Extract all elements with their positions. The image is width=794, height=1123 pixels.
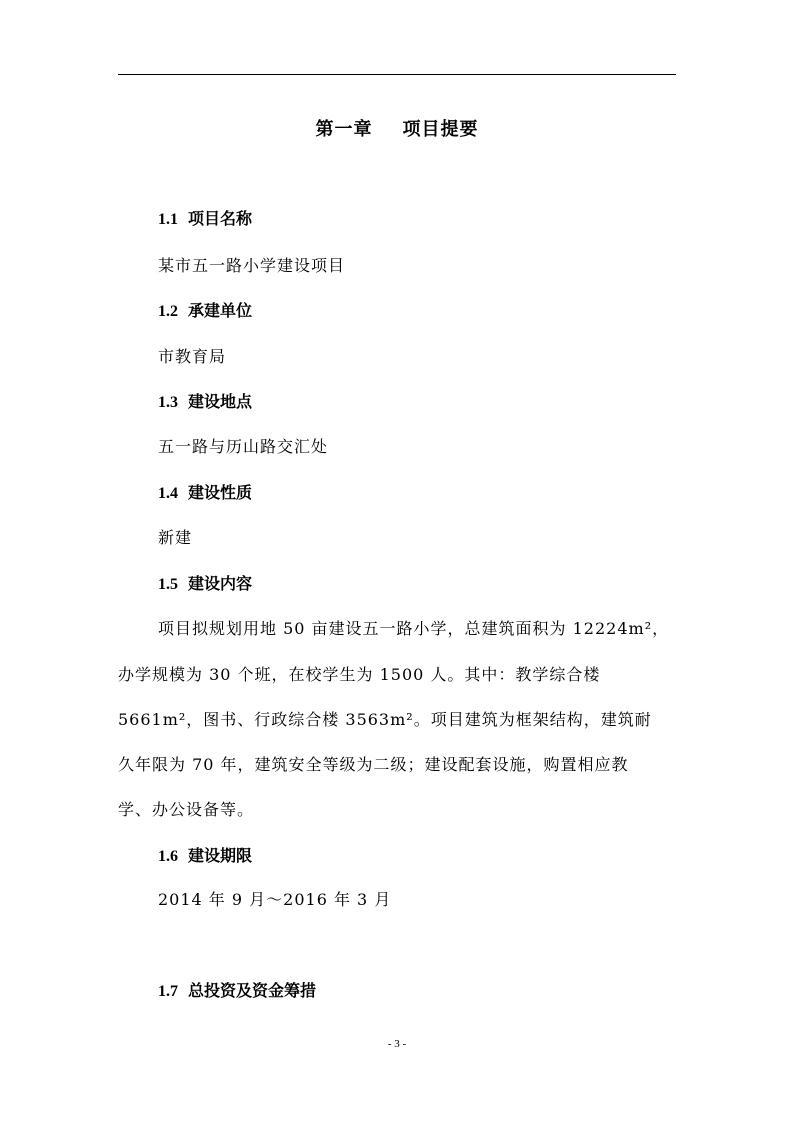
- section-body-1-6: 2014 年 9 月～2016 年 3 月: [158, 890, 392, 909]
- section-heading-1-1: [158, 206, 252, 229]
- section-heading-1-3: [158, 389, 252, 412]
- section-heading-1-4: [158, 480, 252, 503]
- section-heading-1-6: [158, 843, 252, 866]
- section-title: 建设地点: [188, 392, 253, 411]
- section-body-1-1: 某市五一路小学建设项目: [158, 256, 346, 275]
- section-heading-1-7: [158, 978, 316, 1001]
- paragraph-line: 5661m²，图书、行政综合楼 3563m²。项目建筑为框架结构，建筑耐: [118, 710, 652, 729]
- section-title: 建设性质: [188, 483, 253, 502]
- section-heading-1-2: [158, 298, 252, 321]
- chapter-title: [0, 115, 794, 141]
- section-title: 总投资及资金筹措: [188, 981, 317, 1000]
- section-title: 承建单位: [188, 301, 253, 320]
- chapter-name: 项目提要: [402, 119, 479, 140]
- section-title: 项目名称: [188, 209, 253, 228]
- section-body-1-3: 五一路与历山路交汇处: [158, 437, 329, 456]
- header-rule: [118, 74, 676, 75]
- section-number: 1.2: [158, 303, 178, 320]
- page-number: - 3 -: [387, 1038, 407, 1050]
- paragraph-line: 学、办公设备等。: [118, 800, 255, 819]
- section-body-1-2: 市教育局: [158, 347, 227, 366]
- section-number: 1.7: [158, 983, 178, 1000]
- section-title: 建设期限: [188, 846, 253, 865]
- section-heading-1-5: [158, 571, 252, 594]
- paragraph-line: 项目拟规划用地 50 亩建设五一路小学，总建筑面积为 12224m²，: [158, 619, 670, 638]
- section-number: 1.1: [158, 211, 178, 228]
- section-title: 建设内容: [188, 574, 253, 593]
- paragraph-line: 办学规模为 30 个班，在校学生为 1500 人。其中：教学综合楼: [118, 665, 601, 684]
- section-number: 1.4: [158, 485, 178, 502]
- paragraph-line: 久年限为 70 年，建筑安全等级为二级；建设配套设施，购置相应教: [118, 755, 629, 774]
- section-body-1-4: 新建: [158, 528, 193, 547]
- chapter-number: 第一章: [315, 119, 373, 140]
- section-number: 1.6: [158, 848, 178, 865]
- section-number: 1.3: [158, 394, 178, 411]
- section-number: 1.5: [158, 576, 178, 593]
